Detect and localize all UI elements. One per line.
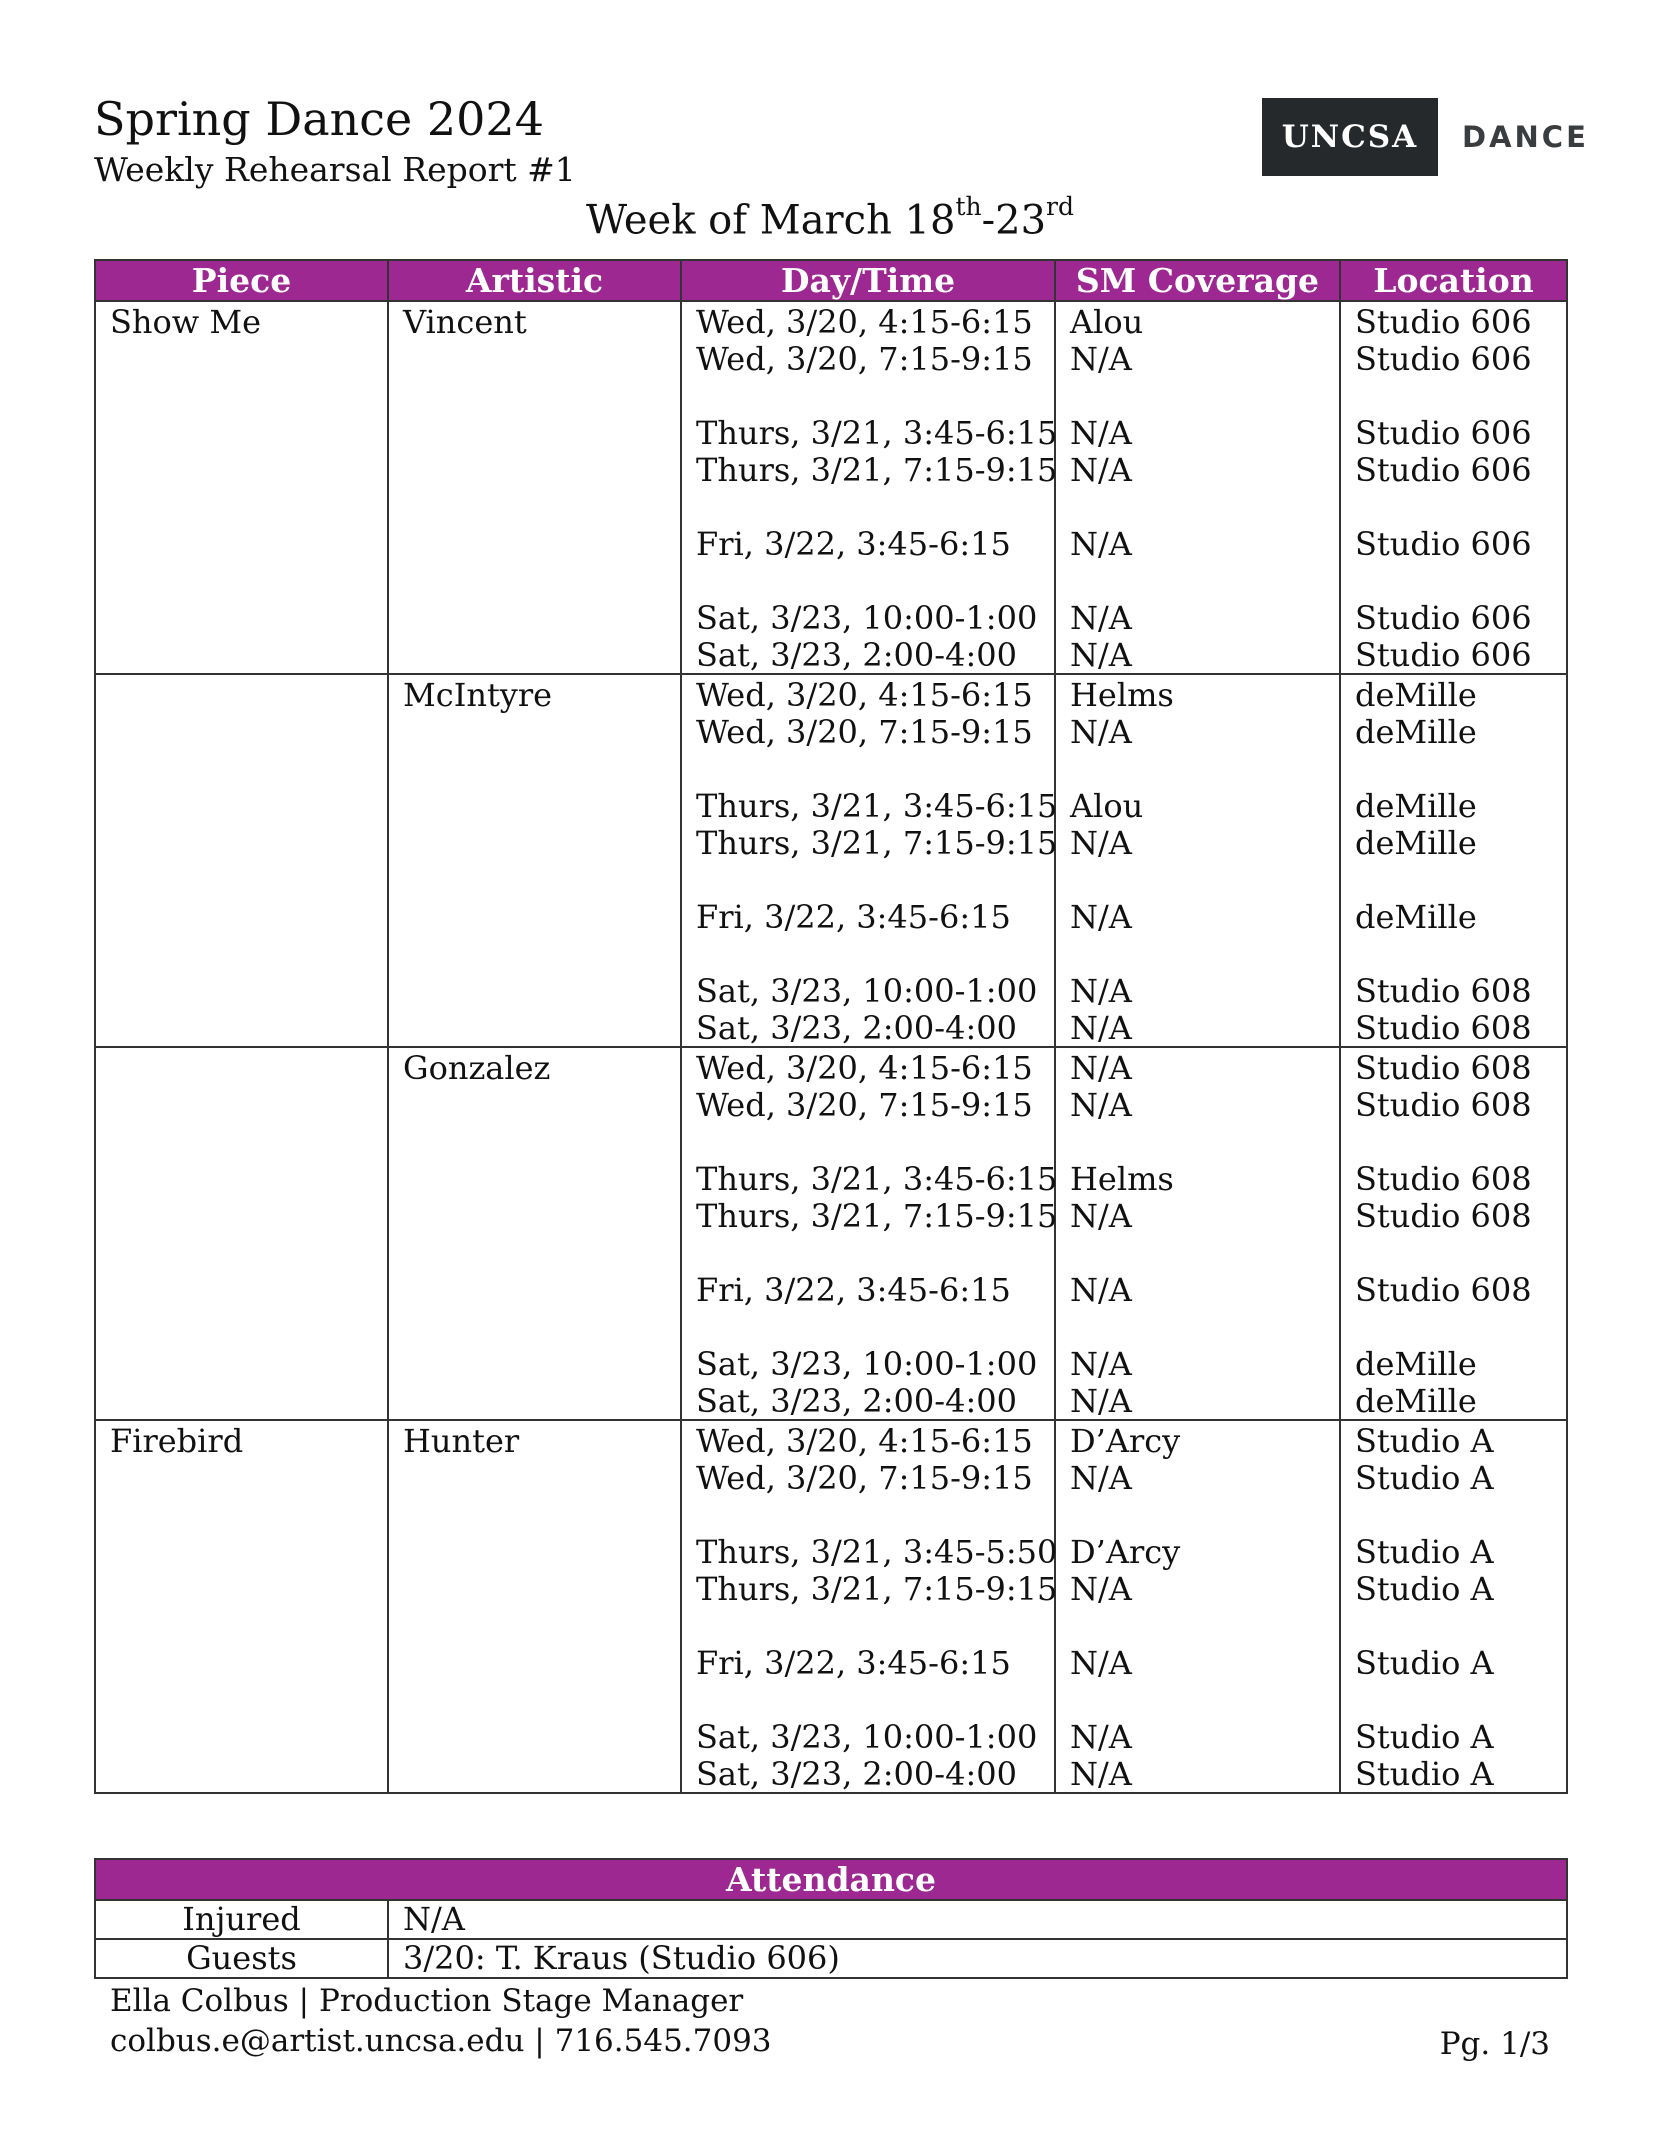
- day-time-cell: [681, 1047, 1058, 1420]
- artistic-cell: [388, 1047, 681, 1420]
- sm-coverage-entry: N/A: [1070, 1009, 1132, 1047]
- attendance-label: Guests: [95, 1939, 388, 1978]
- location-entry: deMille: [1355, 1345, 1477, 1383]
- location-entry: deMille: [1355, 787, 1477, 825]
- day-gap: [1355, 1309, 1566, 1346]
- sm-coverage-entry: N/A: [1070, 1644, 1132, 1682]
- location-entry: Studio A: [1355, 1570, 1494, 1608]
- day-gap: [1355, 1608, 1566, 1645]
- column-header-artistic: Artistic: [388, 260, 681, 301]
- location-entry: Studio A: [1355, 1755, 1494, 1793]
- location-entry: Studio 606: [1355, 636, 1532, 674]
- sm-coverage-entry: N/A: [1070, 1382, 1132, 1420]
- day-gap: [696, 489, 1054, 526]
- location-entry: Studio 608: [1355, 972, 1532, 1010]
- sm-coverage-entry: N/A: [1070, 636, 1132, 674]
- sm-coverage-entry: N/A: [1070, 1345, 1132, 1383]
- location-cell: [1340, 1420, 1567, 1793]
- sm-coverage-entry: N/A: [1070, 525, 1132, 563]
- sm-coverage-entry: Helms: [1070, 676, 1174, 714]
- sm-coverage-entry: Alou: [1070, 787, 1144, 825]
- day-gap: [1070, 936, 1339, 973]
- schedule-row: [95, 301, 1567, 674]
- sm-coverage-entry: D’Arcy: [1070, 1533, 1181, 1571]
- day-gap: [1070, 1124, 1339, 1161]
- day-time-entry: Thurs, 3/21, 7:15-9:15: [696, 451, 1058, 489]
- day-time-entry: Thurs, 3/21, 7:15-9:15: [696, 824, 1058, 862]
- sm-coverage-entry: N/A: [1070, 1197, 1132, 1235]
- day-gap: [1355, 1235, 1566, 1272]
- attendance-table: [94, 1858, 1568, 1979]
- day-gap: [1355, 936, 1566, 973]
- day-gap: [696, 1124, 1054, 1161]
- piece-name: [110, 1050, 387, 1087]
- artistic-name: Hunter: [403, 1422, 520, 1460]
- logo-wordmark: DANCE: [1462, 120, 1589, 154]
- rehearsal-schedule-table: [94, 259, 1568, 1794]
- day-time-entry: Wed, 3/20, 4:15-6:15: [696, 303, 1033, 341]
- day-gap: [696, 378, 1054, 415]
- document-title: Spring Dance 2024: [94, 92, 544, 146]
- sm-coverage-cell: [1055, 1420, 1340, 1793]
- day-time-entry: Fri, 3/22, 3:45-6:15: [696, 1644, 1011, 1682]
- day-time-cell: [681, 301, 1058, 674]
- piece-cell: [95, 301, 388, 674]
- day-gap: [696, 1682, 1054, 1719]
- schedule-row: [95, 674, 1567, 1047]
- day-gap: [1355, 1682, 1566, 1719]
- day-gap: [1355, 378, 1566, 415]
- day-gap: [1070, 1682, 1339, 1719]
- column-header-location: Location: [1340, 260, 1567, 301]
- location-entry: Studio 608: [1355, 1271, 1532, 1309]
- day-time-entry: Sat, 3/23, 2:00-4:00: [696, 1382, 1017, 1420]
- day-gap: [1070, 1497, 1339, 1534]
- day-gap: [1070, 563, 1339, 600]
- location-entry: Studio 608: [1355, 1160, 1532, 1198]
- sm-coverage-entry: N/A: [1070, 1718, 1132, 1756]
- location-entry: Studio 606: [1355, 525, 1532, 563]
- location-entry: deMille: [1355, 898, 1477, 936]
- location-entry: Studio 606: [1355, 451, 1532, 489]
- day-gap: [1355, 1497, 1566, 1534]
- day-time-cell: [681, 674, 1058, 1047]
- sm-coverage-entry: N/A: [1070, 972, 1132, 1010]
- attendance-value: 3/20: T. Kraus (Studio 606): [388, 1939, 1567, 1978]
- location-entry: deMille: [1355, 1382, 1477, 1420]
- schedule-row: [95, 1047, 1567, 1420]
- day-gap: [1355, 862, 1566, 899]
- logo-mark: UNCSA: [1262, 98, 1438, 176]
- location-entry: Studio 608: [1355, 1086, 1532, 1124]
- sm-coverage-entry: N/A: [1070, 1086, 1132, 1124]
- piece-cell: [95, 674, 388, 1047]
- sm-coverage-entry: Helms: [1070, 1160, 1174, 1198]
- sm-coverage-entry: N/A: [1070, 713, 1132, 751]
- piece-cell: [95, 1047, 388, 1420]
- piece-name: Show Me: [110, 303, 262, 341]
- day-gap: [696, 1309, 1054, 1346]
- day-gap: [1070, 751, 1339, 788]
- location-entry: Studio 606: [1355, 303, 1532, 341]
- day-time-entry: Thurs, 3/21, 7:15-9:15: [696, 1570, 1058, 1608]
- attendance-row: [95, 1939, 1567, 1978]
- day-time-entry: Thurs, 3/21, 3:45-6:15: [696, 1160, 1058, 1198]
- location-entry: Studio 608: [1355, 1009, 1532, 1047]
- uncsa-dance-logo: [1262, 97, 1589, 177]
- day-time-entry: Fri, 3/22, 3:45-6:15: [696, 525, 1011, 563]
- day-gap: [696, 1497, 1054, 1534]
- day-time-entry: Wed, 3/20, 7:15-9:15: [696, 1086, 1033, 1124]
- piece-name: Firebird: [110, 1422, 244, 1460]
- sm-coverage-entry: N/A: [1070, 451, 1132, 489]
- sm-coverage-cell: [1055, 301, 1340, 674]
- day-gap: [696, 1235, 1054, 1272]
- location-entry: deMille: [1355, 824, 1477, 862]
- day-gap: [1070, 1235, 1339, 1272]
- location-entry: Studio 608: [1355, 1049, 1532, 1087]
- day-time-entry: Sat, 3/23, 10:00-1:00: [696, 972, 1038, 1010]
- day-time-entry: Sat, 3/23, 2:00-4:00: [696, 1009, 1017, 1047]
- day-gap: [1070, 1608, 1339, 1645]
- location-cell: [1340, 674, 1567, 1047]
- day-gap: [696, 862, 1054, 899]
- schedule-row: [95, 1420, 1567, 1793]
- footer-email-phone: colbus.e@artist.uncsa.edu | 716.545.7093: [110, 2023, 772, 2059]
- day-gap: [696, 936, 1054, 973]
- location-entry: Studio A: [1355, 1644, 1494, 1682]
- day-gap: [1070, 1309, 1339, 1346]
- column-header-day-time: Day/Time: [681, 260, 1055, 301]
- week-heading: [0, 192, 1660, 244]
- location-entry: Studio A: [1355, 1422, 1494, 1460]
- attendance-label: Injured: [95, 1900, 388, 1939]
- piece-name: [110, 677, 387, 714]
- day-gap: [1070, 378, 1339, 415]
- day-time-cell: [681, 1420, 1058, 1793]
- sm-coverage-entry: N/A: [1070, 1271, 1132, 1309]
- sm-coverage-cell: [1055, 674, 1340, 1047]
- sm-coverage-entry: N/A: [1070, 1459, 1132, 1497]
- day-time-entry: Wed, 3/20, 7:15-9:15: [696, 1459, 1033, 1497]
- sm-coverage-cell: [1055, 1047, 1340, 1420]
- page-number: Pg. 1/3: [1439, 2026, 1550, 2062]
- sm-coverage-entry: N/A: [1070, 898, 1132, 936]
- location-entry: Studio 606: [1355, 414, 1532, 452]
- location-entry: deMille: [1355, 713, 1477, 751]
- day-time-entry: Wed, 3/20, 7:15-9:15: [696, 713, 1033, 751]
- location-entry: Studio A: [1355, 1718, 1494, 1756]
- day-time-entry: Sat, 3/23, 2:00-4:00: [696, 636, 1017, 674]
- sm-coverage-entry: N/A: [1070, 1755, 1132, 1793]
- day-time-entry: Thurs, 3/21, 3:45-6:15: [696, 414, 1058, 452]
- week-sup-end: rd: [1046, 192, 1074, 221]
- sm-coverage-entry: N/A: [1070, 340, 1132, 378]
- attendance-header-row: [95, 1859, 1567, 1900]
- attendance-row: [95, 1900, 1567, 1939]
- day-time-entry: Sat, 3/23, 2:00-4:00: [696, 1755, 1017, 1793]
- artistic-cell: [388, 674, 681, 1047]
- location-cell: [1340, 301, 1567, 674]
- day-time-entry: Wed, 3/20, 7:15-9:15: [696, 340, 1033, 378]
- sm-coverage-entry: N/A: [1070, 1570, 1132, 1608]
- day-gap: [1355, 489, 1566, 526]
- day-gap: [696, 1608, 1054, 1645]
- column-header-sm-coverage: SM Coverage: [1055, 260, 1340, 301]
- day-gap: [696, 563, 1054, 600]
- week-mid: -23: [981, 197, 1047, 244]
- sm-coverage-entry: Alou: [1070, 303, 1144, 341]
- day-gap: [1355, 1124, 1566, 1161]
- location-entry: Studio A: [1355, 1533, 1494, 1571]
- location-cell: [1340, 1047, 1567, 1420]
- location-entry: Studio A: [1355, 1459, 1494, 1497]
- day-time-entry: Wed, 3/20, 4:15-6:15: [696, 1422, 1033, 1460]
- attendance-value: N/A: [388, 1900, 1567, 1939]
- artistic-name: McIntyre: [403, 676, 553, 714]
- day-time-entry: Thurs, 3/21, 7:15-9:15: [696, 1197, 1058, 1235]
- artistic-name: Gonzalez: [403, 1049, 551, 1087]
- day-time-entry: Thurs, 3/21, 3:45-5:50: [696, 1533, 1058, 1571]
- day-time-entry: Sat, 3/23, 10:00-1:00: [696, 1345, 1038, 1383]
- location-entry: Studio 606: [1355, 340, 1532, 378]
- sm-coverage-entry: N/A: [1070, 599, 1132, 637]
- week-sup-start: th: [955, 192, 982, 221]
- sm-coverage-entry: N/A: [1070, 414, 1132, 452]
- footer-name-role: Ella Colbus | Production Stage Manager: [110, 1983, 744, 2019]
- week-prefix: Week of March 18: [586, 197, 956, 244]
- artistic-name: Vincent: [403, 303, 527, 341]
- day-time-entry: Fri, 3/22, 3:45-6:15: [696, 1271, 1011, 1309]
- piece-cell: [95, 1420, 388, 1793]
- day-gap: [1355, 751, 1566, 788]
- day-time-entry: Sat, 3/23, 10:00-1:00: [696, 599, 1038, 637]
- day-gap: [1070, 489, 1339, 526]
- artistic-cell: [388, 1420, 681, 1793]
- day-gap: [1070, 862, 1339, 899]
- day-gap: [1355, 563, 1566, 600]
- sm-coverage-entry: D’Arcy: [1070, 1422, 1181, 1460]
- day-time-entry: Fri, 3/22, 3:45-6:15: [696, 898, 1011, 936]
- location-entry: Studio 606: [1355, 599, 1532, 637]
- location-entry: deMille: [1355, 676, 1477, 714]
- day-gap: [696, 751, 1054, 788]
- schedule-header-row: [95, 260, 1567, 301]
- day-time-entry: Wed, 3/20, 4:15-6:15: [696, 676, 1033, 714]
- day-time-entry: Thurs, 3/21, 3:45-6:15: [696, 787, 1058, 825]
- footer-contact: [110, 1981, 772, 2061]
- location-entry: Studio 608: [1355, 1197, 1532, 1235]
- day-time-entry: Sat, 3/23, 10:00-1:00: [696, 1718, 1038, 1756]
- sm-coverage-entry: N/A: [1070, 824, 1132, 862]
- artistic-cell: [388, 301, 681, 674]
- column-header-piece: Piece: [95, 260, 388, 301]
- attendance-heading: Attendance: [95, 1859, 1567, 1900]
- day-time-entry: Wed, 3/20, 4:15-6:15: [696, 1049, 1033, 1087]
- document-subtitle: Weekly Rehearsal Report #1: [94, 150, 576, 189]
- sm-coverage-entry: N/A: [1070, 1049, 1132, 1087]
